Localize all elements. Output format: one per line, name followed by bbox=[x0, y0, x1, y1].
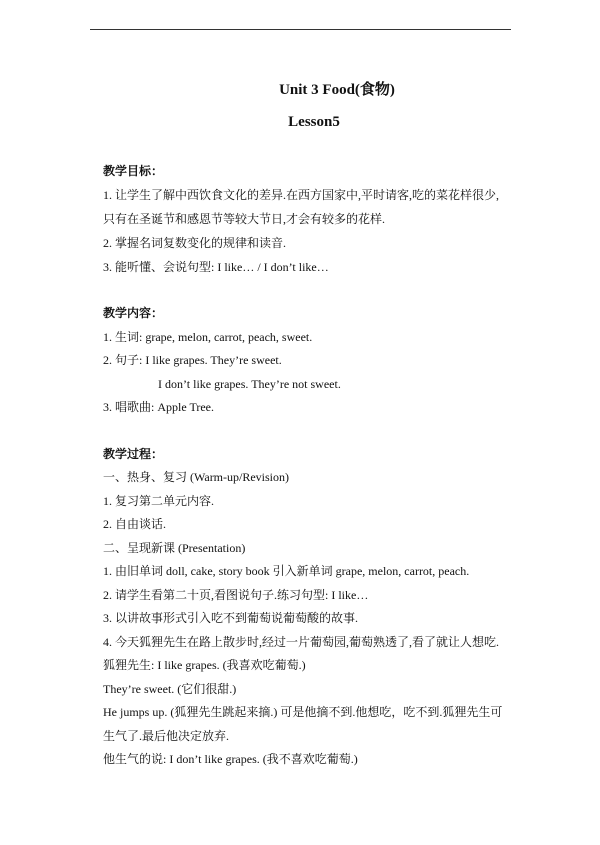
objectives-heading: 教学目标： bbox=[103, 164, 164, 178]
process-line-11: He jumps up. (狐狸先生跳起来摘.) 可是他摘不到.他想吃，吃不到.狐狸先生可 bbox=[103, 705, 503, 719]
content-line-3: I don’t like grapes. They’re not sweet. bbox=[158, 377, 341, 391]
process-line-3: 2. 自由谈话. bbox=[103, 517, 167, 531]
objectives-line-1: 1. 让学生了解中西饮食文化的差异.在西方国家中,平时请客,吃的菜花样很少, bbox=[103, 188, 500, 202]
lesson-title: Lesson5 bbox=[288, 114, 340, 130]
objectives-line-3: 2. 掌握名词复数变化的规律和读音. bbox=[103, 236, 287, 250]
objectives-line-2: 只有在圣诞节和感恩节等较大节日,才会有较多的花样. bbox=[103, 212, 386, 226]
process-line-12: 生气了.最后他决定放弃. bbox=[103, 729, 230, 743]
process-line-8: 4. 今天狐狸先生在路上散步时,经过一片葡萄园,葡萄熟透了,看了就让人想吃. bbox=[103, 635, 500, 649]
objectives-line-4: 3. 能听懂、会说句型: I like… / I don’t like… bbox=[103, 260, 329, 274]
content-line-4: 3. 唱歌曲: Apple Tree. bbox=[103, 400, 215, 414]
content-line-2: 2. 句子: I like grapes. They’re sweet. bbox=[103, 353, 282, 367]
process-line-5: 1. 由旧单词 doll, cake, story book 引入新单词 grape, melon, carrot, peach. bbox=[103, 564, 470, 578]
process-line-6: 2. 请学生看第二十页,看图说句子.练习句型: I like… bbox=[103, 588, 369, 602]
process-heading: 教学过程： bbox=[103, 447, 164, 461]
content-line-1: 1. 生词: grape, melon, carrot, peach, sweet. bbox=[103, 330, 313, 344]
process-line-2: 1. 复习第二单元内容. bbox=[103, 494, 215, 508]
process-line-7: 3. 以讲故事形式引入吃不到葡萄说葡萄酸的故事. bbox=[103, 611, 359, 625]
content-heading: 教学内容： bbox=[103, 306, 164, 320]
process-line-13: 他生气的说: I don’t like grapes. (我不喜欢吃葡萄.) bbox=[103, 752, 358, 766]
unit-title: Unit 3 Food(食物) bbox=[279, 82, 395, 98]
process-line-1: 一、热身、复习 (Warm-up/Revision) bbox=[103, 470, 290, 484]
process-line-4: 二、呈现新课 (Presentation) bbox=[103, 541, 246, 555]
process-line-9: 狐狸先生: I like grapes. (我喜欢吃葡萄.) bbox=[103, 658, 306, 672]
top-rule bbox=[90, 29, 511, 30]
process-line-10: They’re sweet. (它们很甜.) bbox=[103, 682, 237, 696]
